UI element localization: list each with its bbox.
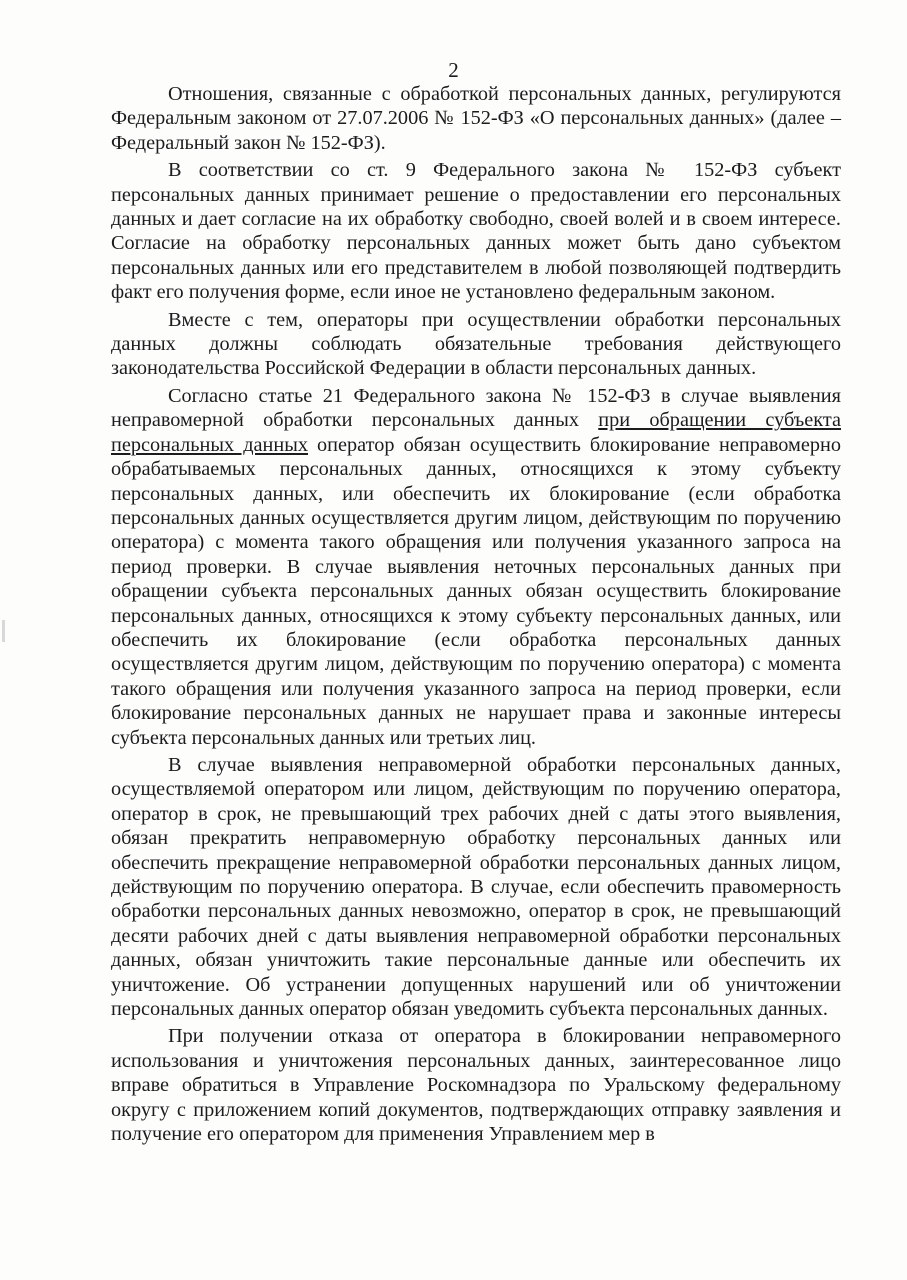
underlined-phrase: при обращении субъекта персональных данных	[111, 409, 841, 456]
scan-edge-mark	[2, 620, 5, 642]
document-body	[111, 82, 841, 1149]
paragraph-operator-requirements: Вместе с тем, операторы при осуществлении обработки персональных данных должны соблюдать обязательные требования действующего законодательства Российской Федерации в области персональных данных.	[111, 308, 841, 380]
page-number: 2	[448, 58, 459, 82]
paragraph-refusal-appeal: При получении отказа от оператора в блокировании неправомерного использования и уничтожения персональных данных, заинтересованное лицо вправе обратиться в Управление Роскомнадзора по Уральскому федеральному округу с приложением копий документов, подтверждающих отправку заявления и получение его оператором для применения Управлением мер в	[111, 1025, 841, 1146]
paragraph-legal-basis: Отношения, связанные с обработкой персональных данных, регулируются Федеральным законом от 27.07.2006 № 152-ФЗ «О персональных данных» (далее – Федеральный закон № 152-ФЗ).	[111, 83, 841, 154]
paragraph-consent: В соответствии со ст. 9 Федерального закона № 152-ФЗ субъект персональных данных принимает решение о предоставлении его персональных данных и дает согласие на их обработку свободно, своей волей и в своем интересе. Согласие на обработку персональных данных может быть дано субъектом персональных данных или его представителем в любой позволяющей подтвердить факт его получения форме, если иное не установлено федеральным законом.	[111, 159, 841, 304]
paragraph-unlawful-processing: В случае выявления неправомерной обработки персональных данных, осуществляемой оператором или лицом, действующим по поручению оператора, оператор в срок, не превышающий трех рабочих дней с даты этого выявления, обязан прекратить неправомерную обработку персональных данных или обеспечить прекращение неправомерной обработки персональных данных лицом, действующим по поручению оператора. В случае, если обеспечить правомерность обработки персональных данных невозможно, оператор в срок, не превышающий десяти рабочих дней с даты выявления неправомерной обработки персональных данных, обязан уничтожить такие персональные данные или обеспечить их уничтожение. Об устранении допущенных нарушений или об уничтожении персональных данных оператор обязан уведомить субъекта персональных данных.	[111, 753, 841, 1021]
paragraph-article-21	[111, 384, 841, 750]
paragraph-article-21-start: Согласно статье 21 Федерального закона № 152-ФЗ в случае выявления неправомерной обработки персональных данных	[111, 384, 841, 432]
paragraph-article-21-rest: оператор обязан осуществить блокирование неправомерно обрабатываемых персональных данных, относящихся к этому субъекту персональных данных, или обеспечить их блокирование (если обработка персональных данных осуществляется другим лицом, действующим по поручению оператора) с момента такого обращения или получения указанного запроса на период проверки. В случае выявления неточных персональных данных при обращении субъекта персональных данных обязан осуществить блокирование персональных данных, относящихся к этому субъекту персональных данных, или обеспечить их блокирование (если обработка персональных данных осуществляется другим лицом, действующим по поручению оператора) с момента такого обращения или получения указанного запроса на период проверки, если блокирование персональных данных не нарушает права и законные интересы субъекта персональных данных или третьих лиц.	[111, 433, 841, 749]
